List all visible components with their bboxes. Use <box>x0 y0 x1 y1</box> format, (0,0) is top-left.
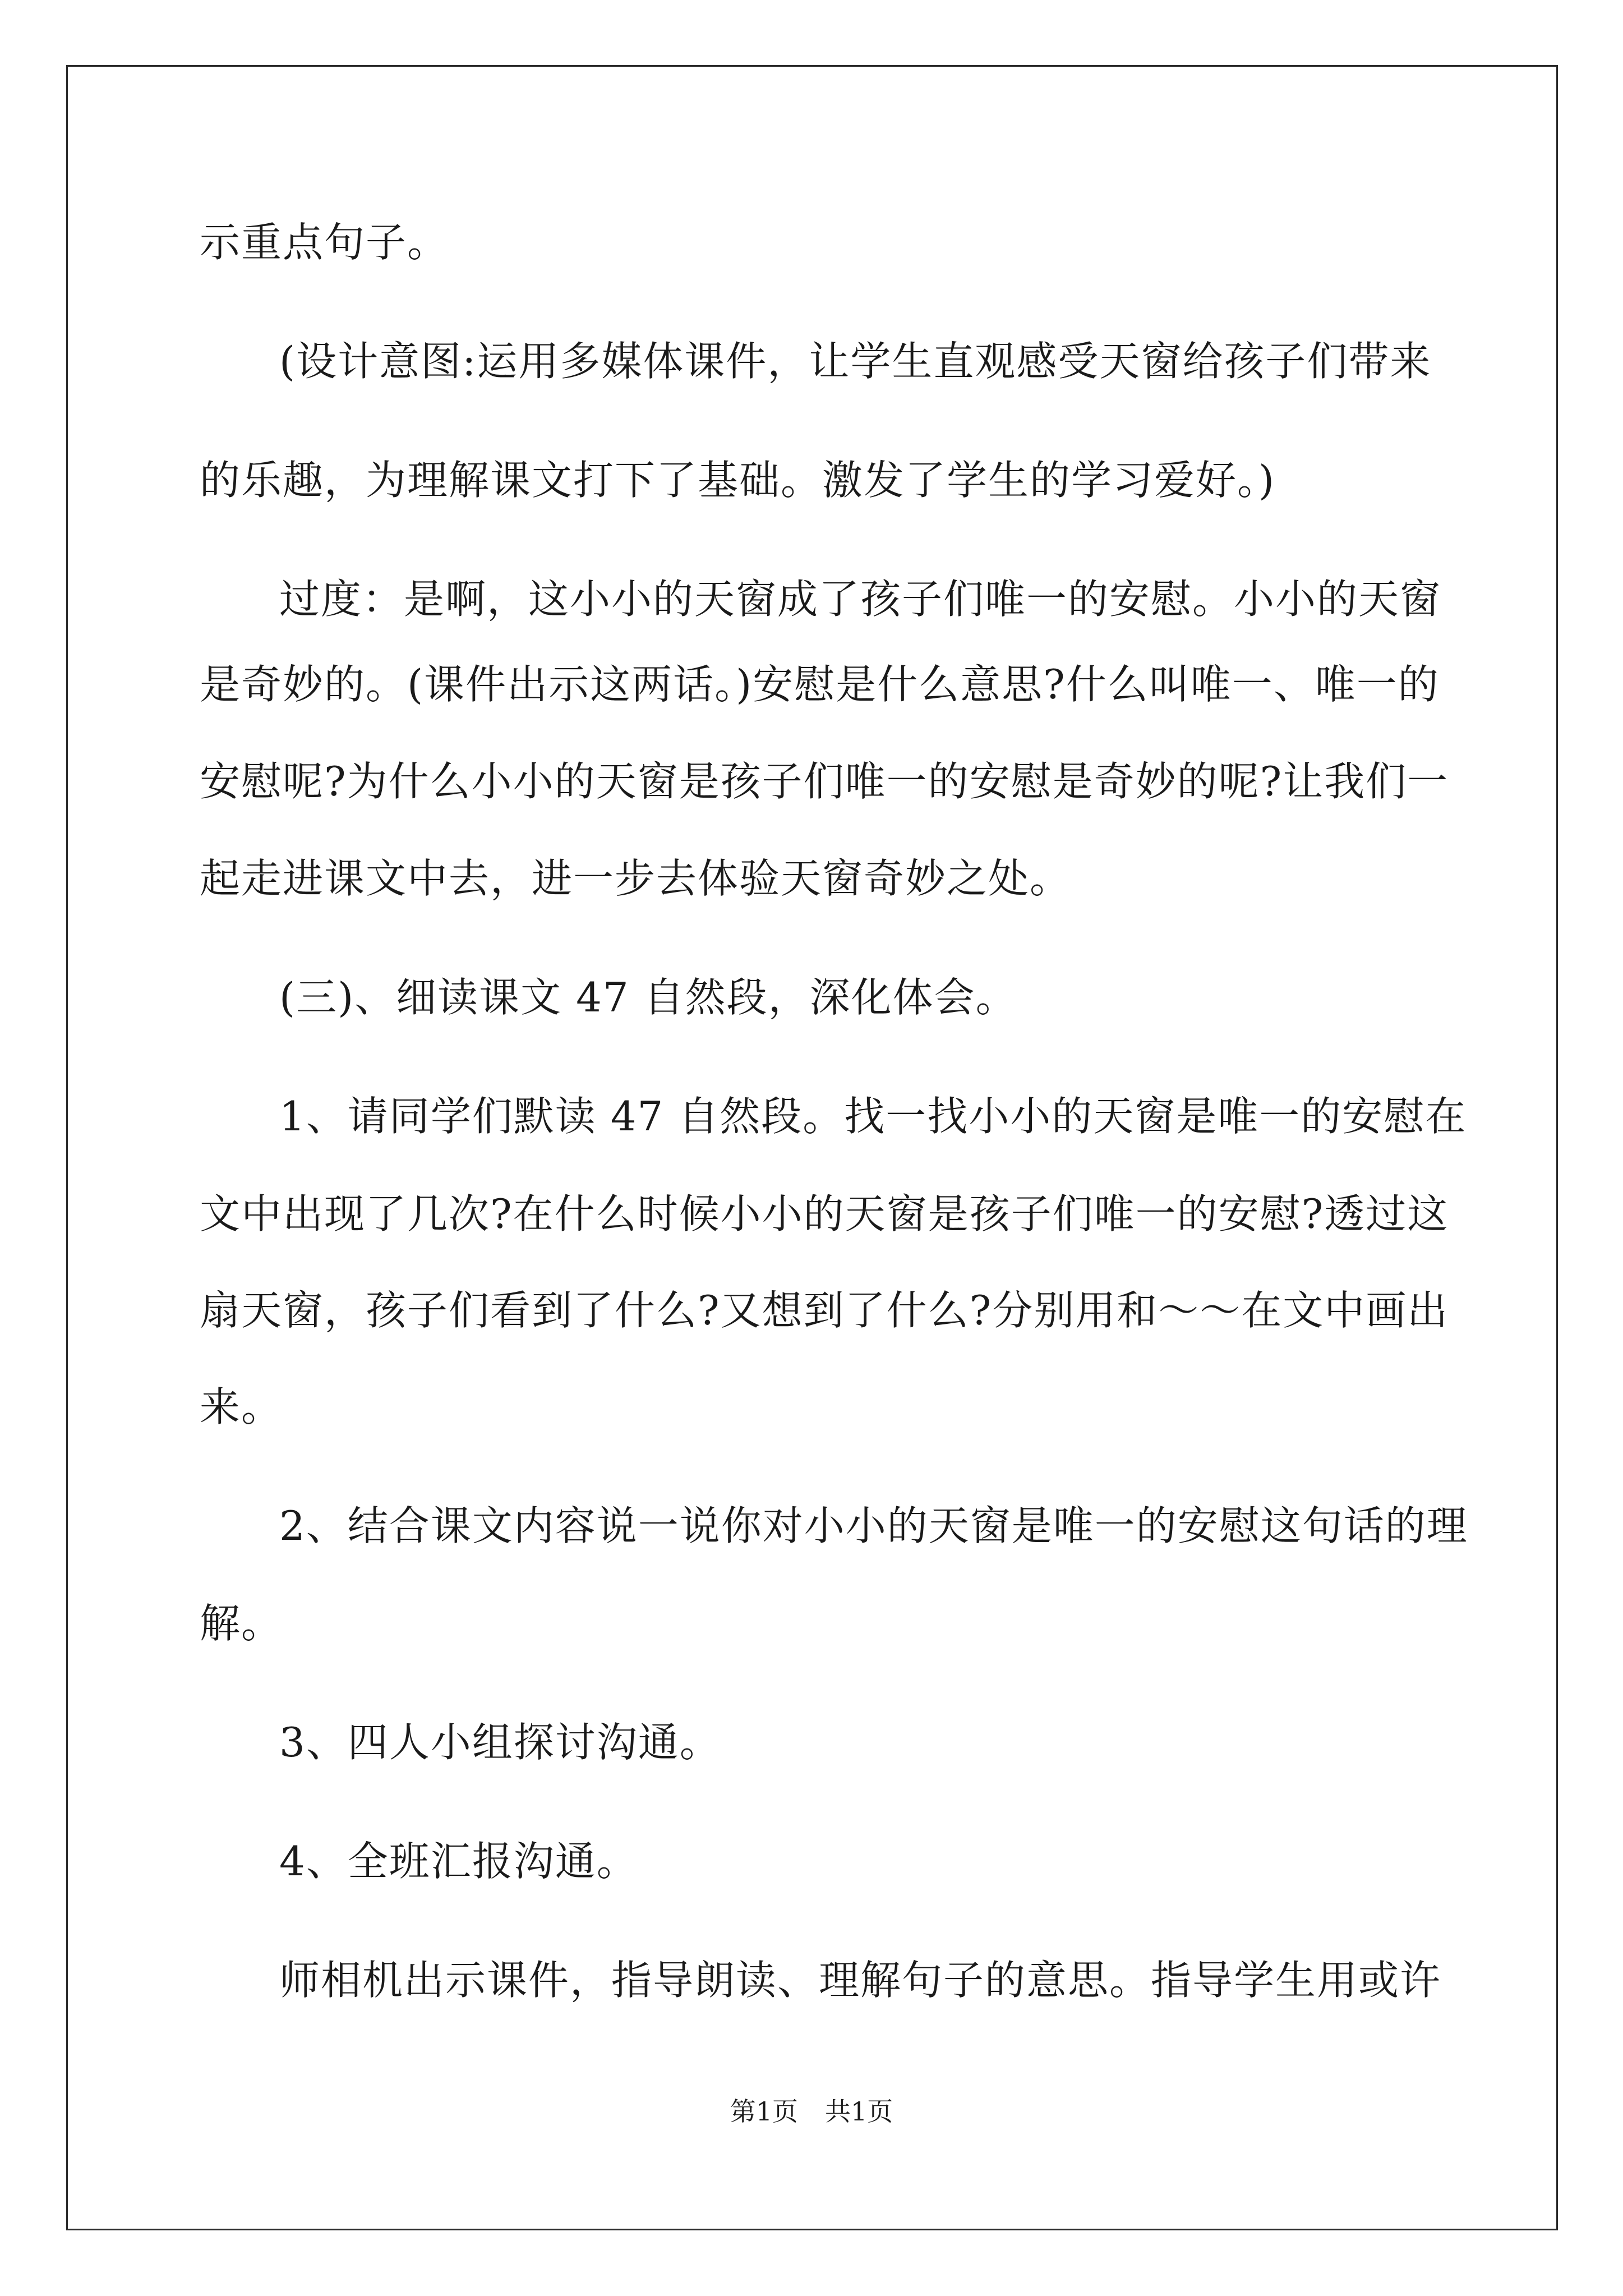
text-line: 起走进课文中去，进一步去体验天窗奇妙之处。 <box>200 855 1072 902</box>
page-border <box>66 65 1558 2230</box>
text-line: 4、全班汇报沟通。 <box>279 1838 638 1885</box>
page-total: 共1页 <box>825 2096 893 2127</box>
text-line: 扇天窗，孩子们看到了什么?又想到了什么?分别用和～～在文中画出 <box>200 1287 1449 1334</box>
text-line: 3、四人小组探讨沟通。 <box>279 1719 721 1766</box>
text-line: 来。 <box>200 1383 283 1430</box>
text-line: 过度：是啊，这小小的天窗成了孩子们唯一的安慰。小小的天窗 <box>279 576 1442 623</box>
text-line: 解。 <box>200 1600 283 1647</box>
text-line: (设计意图:运用多媒体课件，让学生直观感受天窗给孩子们带来 <box>279 338 1432 385</box>
page-footer <box>0 2095 1623 2128</box>
text-line: 文中出现了几次?在什么时候小小的天窗是孩子们唯一的安慰?透过这 <box>200 1190 1449 1237</box>
text-line: 的乐趣，为理解课文打下了基础。激发了学生的学习爱好。) <box>200 457 1276 504</box>
text-line: 师相机出示课件，指导朗读、理解句子的意思。指导学生用或许 <box>279 1957 1442 2004</box>
text-line: 2、结合课文内容说一说你对小小的天窗是唯一的安慰这句话的理 <box>279 1502 1468 1549</box>
page-number: 第1页 <box>730 2096 798 2127</box>
text-line: 示重点句子。 <box>200 219 449 266</box>
text-line: 1、请同学们默读 47 自然段。找一找小小的天窗是唯一的安慰在 <box>279 1093 1467 1140</box>
text-line: 安慰呢?为什么小小的天窗是孩子们唯一的安慰是奇妙的呢?让我们一 <box>200 758 1449 805</box>
text-line: 是奇妙的。(课件出示这两话。)安慰是什么意思?什么叫唯一、唯一的 <box>200 661 1440 708</box>
text-line: (三)、细读课文 47 自然段，深化体会。 <box>279 974 1017 1021</box>
